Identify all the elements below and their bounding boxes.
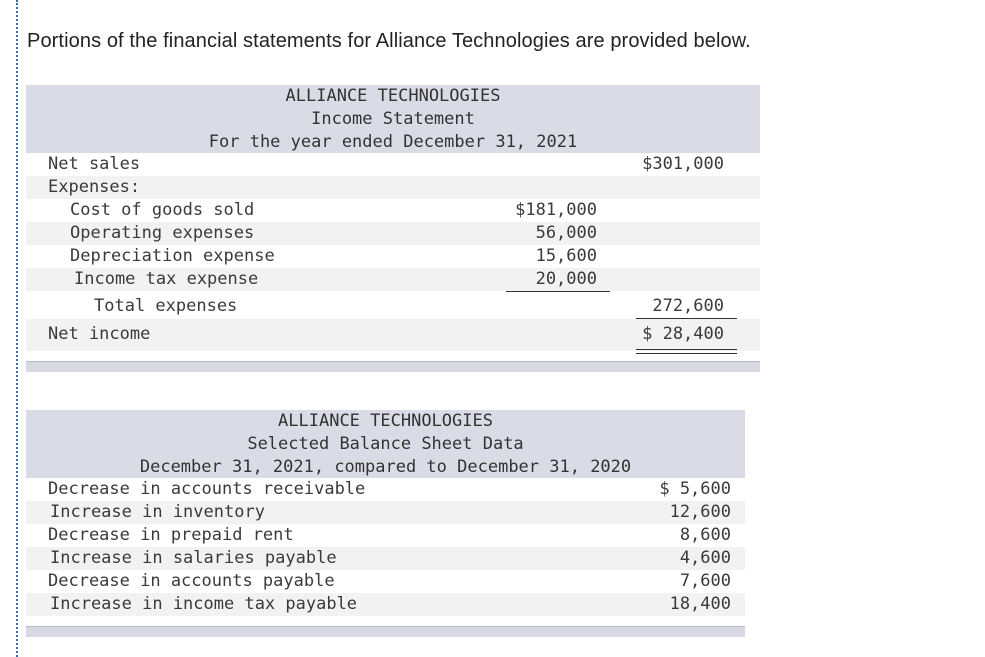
balance-row: [26, 570, 745, 593]
balance-label: Increase in income tax payable: [50, 594, 358, 614]
balance-value: 7,600: [679, 571, 731, 591]
expenses-header-row: [26, 176, 760, 199]
balance-row: [26, 478, 745, 501]
balance-sheet-header: [26, 410, 745, 478]
net-income-row: [26, 319, 760, 351]
balance-label: Increase in salaries payable: [50, 548, 337, 568]
expense-label: Operating expenses: [70, 223, 255, 243]
income-statement-footer: [26, 361, 760, 372]
net-income-value: $ 28,400: [642, 324, 724, 344]
expenses-subtotal-rule: [506, 291, 610, 292]
balance-row: [26, 524, 745, 547]
balance-sheet-data: [26, 410, 745, 637]
intro-text: Portions of the financial statements for Alliance Technologies are provided below.: [27, 30, 751, 52]
net-income-double-rule: [636, 349, 737, 354]
balance-label: Increase in inventory: [50, 502, 265, 522]
total-expenses-row: [26, 293, 760, 319]
expense-label: Cost of goods sold: [70, 200, 255, 220]
balance-label: Decrease in accounts payable: [48, 571, 335, 591]
balance-row: [26, 547, 745, 570]
net-sales-row: [26, 153, 760, 176]
company-name: ALLIANCE TECHNOLOGIES: [278, 411, 493, 431]
net-sales-label: Net sales: [48, 154, 141, 174]
expense-value: 56,000: [535, 223, 597, 243]
expense-label: Income tax expense: [74, 269, 259, 289]
balance-value: 4,600: [679, 548, 731, 568]
expense-row: [26, 245, 760, 268]
expense-value: $181,000: [515, 200, 597, 220]
statement-period: For the year ended December 31, 2021: [208, 132, 578, 152]
income-statement: [26, 85, 760, 372]
balance-label: Decrease in accounts receivable: [48, 479, 366, 499]
balance-label: Decrease in prepaid rent: [48, 525, 294, 545]
balance-sheet-period: December 31, 2021, compared to December 31, 2020: [139, 457, 632, 477]
expense-row: [26, 268, 760, 291]
net-income-label: Net income: [48, 324, 151, 344]
expense-row: [26, 222, 760, 245]
total-expenses-label: Total expenses: [94, 296, 238, 316]
expense-value: 15,600: [535, 246, 597, 266]
company-name: ALLIANCE TECHNOLOGIES: [285, 86, 501, 106]
balance-value: 18,400: [669, 594, 731, 614]
statement-title: Income Statement: [311, 109, 475, 129]
expense-value: 20,000: [535, 269, 597, 289]
balance-row: [26, 501, 745, 524]
balance-value: 12,600: [669, 502, 731, 522]
balance-row: [26, 593, 745, 616]
expense-label: Depreciation expense: [70, 246, 275, 266]
total-expenses-value: 272,600: [652, 296, 724, 316]
net-sales-value: $301,000: [642, 154, 724, 174]
balance-sheet-footer: [26, 626, 745, 637]
balance-value: $ 5,600: [659, 479, 731, 499]
balance-sheet-title: Selected Balance Sheet Data: [247, 434, 524, 454]
expense-row: [26, 199, 760, 222]
expenses-label: Expenses:: [48, 177, 141, 197]
left-margin-rule: [16, 0, 18, 657]
balance-value: 8,600: [679, 525, 731, 545]
income-statement-header: [26, 85, 760, 153]
